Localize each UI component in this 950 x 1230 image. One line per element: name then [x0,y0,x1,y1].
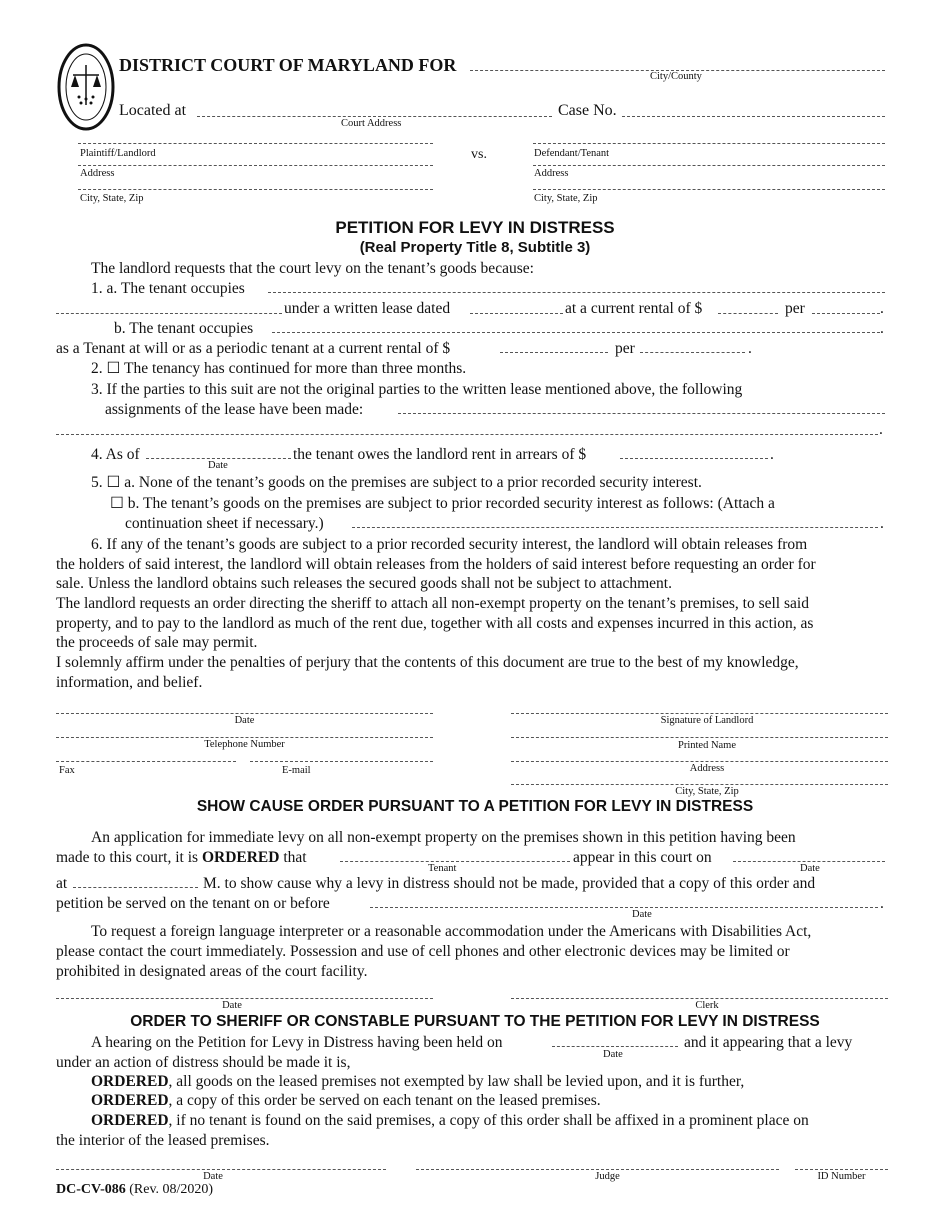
telephone-label: Telephone Number [204,739,285,750]
order-sheriff-title: ORDER TO SHERIFF OR CONSTABLE PURSUANT TO THE PETITION FOR LEVY IN DISTRESS [130,1013,820,1030]
form-id: DC-CV-086 [56,1182,126,1197]
form-revision: (Rev. 08/2020) [129,1182,214,1197]
interpreter-line3: prohibited in designated areas of the court facility. [56,963,368,980]
defendant-city-label: City, State, Zip [534,193,598,204]
affirm-line1: I solemnly affirm under the penalties of perjury that the contents of this document are true to the best of my knowledge, [56,654,799,671]
defendant-address-label: Address [534,168,569,179]
order-date-field[interactable] [56,1169,386,1170]
item-6-line1: 6. If any of the tenant’s goods are subject to a prior recorded security interest, the landlord will obtain releases from [91,536,808,553]
order-1-text: , all goods on the leased premises not exempted by law shall be levied upon, and it is further, [168,1073,745,1090]
show-cause-title: SHOW CAUSE ORDER PURSUANT TO A PETITION FOR LEVY IN DISTRESS [196,798,754,815]
landlord-city-field[interactable] [511,784,888,785]
plaintiff-field[interactable] [78,143,433,144]
id-number-label: ID Number [817,1171,866,1182]
ordered-label: ORDERED [91,1092,169,1109]
tenant-label: Tenant [428,863,457,874]
appearance-time-field[interactable] [73,887,198,888]
court-address-label: Court Address [341,118,402,129]
clerk-label: Clerk [695,1000,719,1011]
plaintiff-city-label: City, State, Zip [80,193,144,204]
period-mark: . [880,320,884,337]
item-1b-rental-field[interactable] [500,352,608,353]
request-line2: property, and to pay to the landlord as much of the rent due, together with all costs and expenses incurred in this action, as [56,615,814,632]
order-line1-a: A hearing on the Petition for Levy in Distress having been held on [91,1034,503,1051]
order-3-text: , if no tenant is found on the said premises, a copy of this order shall be affixed in a prominent place on [168,1112,809,1129]
email-field[interactable] [250,761,433,762]
arrears-amount-field[interactable] [620,458,768,459]
rental-amount-field[interactable] [718,313,778,314]
assignments-field-cont[interactable] [56,434,878,435]
show-cause-line3-a: at [56,875,68,892]
vs-label: vs. [471,147,487,162]
item-1b: b. The tenant occupies [114,320,254,337]
request-line1: The landlord requests an order directing the sheriff to attach all non-exempt property on the tenant’s premises, to sell said [56,595,809,612]
landlord-signature-field[interactable] [511,713,888,714]
per-label: per [785,300,805,317]
item-5b-line2: continuation sheet if necessary.) [125,515,324,532]
plaintiff-label: Plaintiff/Landlord [80,148,156,159]
appearance-date-field[interactable] [733,861,885,862]
item-2[interactable]: 2. ☐ The tenancy has continued for more than three months. [91,360,467,377]
ordered-label: ORDERED [91,1112,169,1129]
item-1b-cont: as a Tenant at will or as a periodic tenant at a current rental of $ [56,340,451,357]
order-line1-b: and it appearing that a levy [684,1034,853,1051]
defendant-label: Defendant/Tenant [534,148,610,159]
case-no-field[interactable] [622,116,885,117]
ordered-label: ORDERED [91,1073,169,1090]
item-1a-rental-label: at a current rental of $ [565,300,703,317]
show-cause-line2-b: that [283,849,307,866]
period-mark: . [880,895,884,912]
id-number-field[interactable] [795,1169,888,1170]
order-date-label: Date [203,1171,223,1182]
ordered-label: ORDERED [201,849,280,866]
case-no-label: Case No. [558,102,617,119]
petition-intro: The landlord requests that the court levy on the tenant’s goods because: [91,260,534,277]
petition-date-field[interactable] [56,713,433,714]
item-4-asof: 4. As of [91,446,140,463]
petition-subtitle: (Real Property Title 8, Subtitle 3) [359,239,591,256]
item-1b-premises-field[interactable] [272,332,880,333]
court-address-field[interactable] [197,116,552,117]
service-date-field[interactable] [370,907,878,908]
show-cause-line2-c: appear in this court on [573,849,712,866]
item-1b-period-field[interactable] [640,352,745,353]
hearing-date-field[interactable] [552,1046,678,1047]
landlord-address-field[interactable] [511,761,888,762]
petition-date-label: Date [234,715,255,726]
plaintiff-address-label: Address [80,168,115,179]
judge-label: Judge [595,1171,620,1182]
assignments-field[interactable] [398,413,885,414]
plaintiff-address-field[interactable] [78,165,433,166]
arrears-date-label: Date [208,460,228,471]
form-footer [56,1182,213,1198]
defendant-field[interactable] [533,143,885,144]
show-cause-line4: petition be served on the tenant on or before [56,895,330,912]
interpreter-line1: To request a foreign language interpreter or a reasonable accommodation under the Americans with Disabilities Act, [91,923,812,940]
show-cause-date-label: Date [222,1000,242,1011]
show-cause-line1: An application for immediate levy on all non-exempt property on the premises shown in this petition having been [91,829,796,846]
landlord-address-label: Address [689,763,725,774]
period-mark: . [770,446,774,463]
order-3 [91,1111,809,1131]
item-5a[interactable]: 5. ☐ a. None of the tenant’s goods on the premises are subject to a prior recorded security interest. [91,474,702,491]
judge-signature-field[interactable] [416,1169,779,1170]
order-2-text: , a copy of this order be served on each tenant on the leased premises. [168,1092,601,1109]
request-line3: the proceeds of sale may permit. [56,634,258,651]
landlord-city-label: City, State, Zip [675,786,739,797]
service-date-label: Date [632,909,652,920]
landlord-signature-label: Signature of Landlord [660,715,754,726]
located-at-label: Located at [119,102,187,119]
affirm-line2: information, and belief. [56,674,203,691]
item-4-text: the tenant owes the landlord rent in arrears of $ [293,446,587,463]
court-title: DISTRICT COURT OF MARYLAND FOR [119,55,457,75]
item-6-line3: sale. Unless the landlord obtains such releases the secured goods shall not be subject to attachment. [56,575,672,592]
email-label: E-mail [282,765,311,776]
defendant-address-field[interactable] [533,165,885,166]
period-mark: . [880,300,884,317]
period-mark: . [748,340,752,357]
item-3-line2: assignments of the lease have been made: [105,401,364,418]
item-1a-premises-field[interactable] [268,292,885,293]
item-1a: 1. a. The tenant occupies [91,280,245,297]
lease-date-field[interactable] [470,313,563,314]
period-mark: . [879,421,883,438]
item-1a-lease-label: under a written lease dated [284,300,451,317]
order-line2: under an action of distress should be made it is, [56,1054,351,1071]
show-cause-date-field[interactable] [56,998,433,999]
city-county-label: City/County [650,71,702,82]
appearance-date-label: Date [800,863,820,874]
item-3-line1: 3. If the parties to this suit are not the original parties to the written lease mentioned above, the following [91,381,743,398]
show-cause-line2-a: made to this court, it is [56,849,199,866]
order-2 [91,1091,601,1111]
court-seal [57,43,115,131]
tenant-name-field[interactable] [340,861,570,862]
clerk-signature-field[interactable] [511,998,888,999]
printed-name-field[interactable] [511,737,888,738]
security-interest-field[interactable] [352,527,878,528]
arrears-date-field[interactable] [146,458,291,459]
interpreter-line2: please contact the court immediately. Possession and use of cell phones and other electronic devices may be limited or [56,943,790,960]
fax-label: Fax [59,765,75,776]
fax-field[interactable] [56,761,236,762]
period-mark: . [880,515,884,532]
order-3-line2: the interior of the leased premises. [56,1132,270,1149]
rental-period-field[interactable] [812,313,880,314]
printed-name-label: Printed Name [677,740,737,751]
telephone-field[interactable] [56,737,433,738]
item-5b-line1[interactable]: ☐ b. The tenant’s goods on the premises are subject to prior recorded security interest as follows: (Attach a [110,495,775,512]
defendant-city-field[interactable] [533,189,885,190]
per-label-2: per [615,340,635,357]
show-cause-line2 [56,848,307,868]
petition-title: PETITION FOR LEVY IN DISTRESS [335,218,615,237]
item-6-line2: the holders of said interest, the landlord will obtain releases from the holders of said interest before requesting an order for [56,556,816,573]
order-1 [91,1072,744,1092]
hearing-date-label: Date [603,1049,623,1060]
plaintiff-city-field[interactable] [78,189,433,190]
show-cause-line3-b: M. to show cause why a levy in distress should not be made, provided that a copy of this order and [203,875,816,892]
item-1a-premises-field-cont[interactable] [56,313,282,314]
